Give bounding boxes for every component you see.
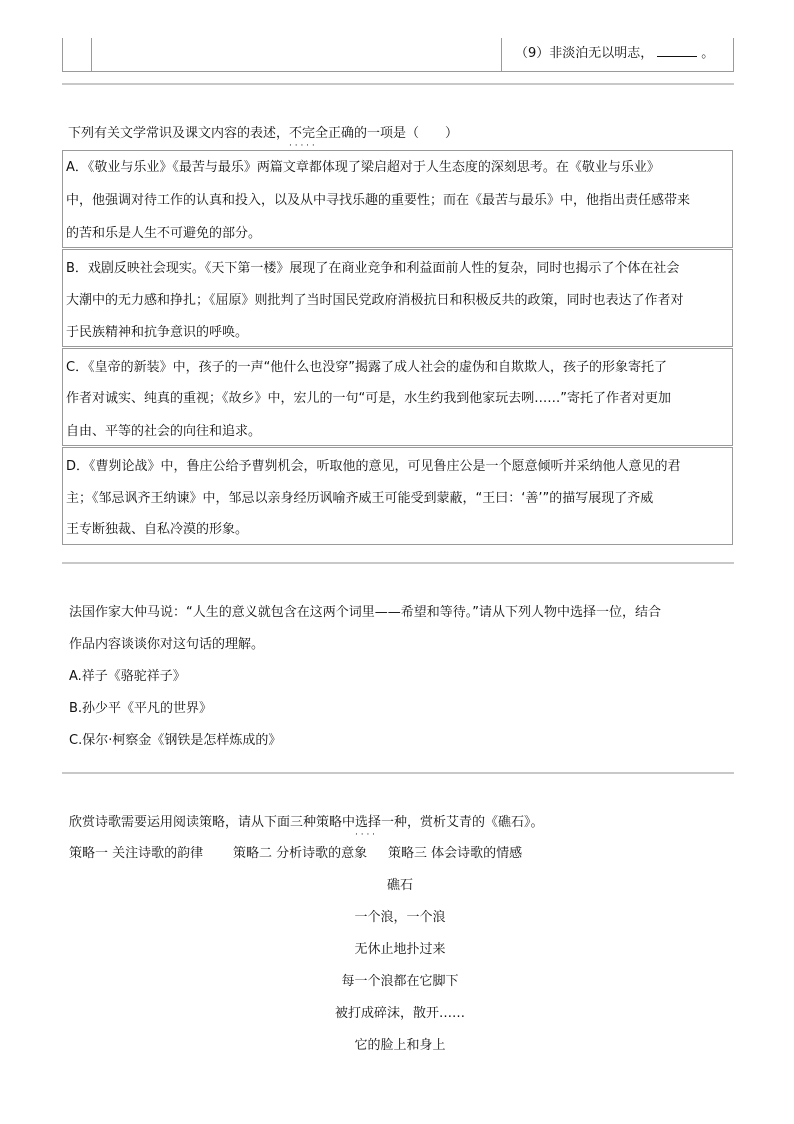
- poem-line-3: 每一个浪都在它脚下: [341, 974, 459, 989]
- q1-stem-b: 的一项是（ ）: [354, 126, 459, 141]
- q1-stem: [68, 126, 458, 142]
- q1-stem-emphasis: 不完全正确 · · ·: [289, 126, 354, 141]
- poem-title: 礁石: [386, 878, 413, 893]
- q1-option-c-box: [62, 348, 733, 446]
- q2-choice-a: A.祥子《骆驼祥子》: [69, 669, 186, 684]
- poem-line-5: 它的脸上和身上: [354, 1038, 446, 1053]
- q3-strategy-1: 策略一 关注诗歌的韵律: [69, 846, 204, 861]
- item9-suffix: 。: [701, 46, 715, 61]
- q1-option-d-box: [62, 447, 733, 545]
- table-divider-1: [91, 38, 92, 71]
- q1-option-a-box: [62, 150, 733, 248]
- q1-option-d-line-2: 主；《邹忌讽齐王纳谏》中，邹忌以亲身经历讽喻齐威王可能受到蒙蔽，“王曰：‘善’”的描写展现了齐威: [66, 491, 654, 506]
- q1-option-d-line-3: 王专断独裁、自私冷漠的形象。: [66, 522, 249, 537]
- q3-stem-a: 欣赏诗歌需要运用阅读策略，请从下面三种策略中: [69, 815, 356, 830]
- q1-option-c-line-2: 作者对诚实、纯真的重视；《故乡》中，宏儿的一句“可是，水生约我到他家玩去咧……”寄托了作者对更加: [66, 391, 671, 406]
- top-table: [62, 38, 734, 72]
- section-divider-1: [62, 83, 734, 85]
- q1-option-b-line-3: 于民族精神和抗争意识的呼唤。: [66, 325, 249, 340]
- q1-stem-a: 下列有关文学常识及课文内容的表述，: [68, 126, 290, 141]
- q1-option-a-line-2: 中，他强调对待工作的认真和投入，以及从中寻找乐趣的重要性；而在《最苦与最乐》中，他指出责任感带来: [66, 193, 691, 208]
- answer-blank: [657, 46, 697, 57]
- poem-line-4: 被打成碎沫，散开……: [334, 1006, 465, 1021]
- q3-stem: [69, 815, 544, 831]
- item9-prefix: （9）非淡泊无以明志，: [515, 46, 654, 61]
- q2-choice-c: C.保尔·柯察金《钢铁是怎样炼成的》: [69, 733, 282, 748]
- q1-option-a-line-3: 的苦和乐是人生不可避免的部分。: [66, 226, 262, 241]
- q1-option-c-line-3: 自由、平等的社会的向往和追求。: [66, 424, 262, 439]
- table-divider-2: [501, 38, 502, 71]
- poem-line-2: 无休止地扑过来: [354, 942, 446, 957]
- table-item-9: [515, 46, 714, 62]
- q2-line-1: 法国作家大仲马说：“人生的意义就包含在这两个词里——希望和等待。”请从下列人物中选择一位，结合: [69, 605, 661, 620]
- q1-option-b-line-1: B．戏剧反映社会现实。《天下第一楼》展现了在商业竞争和利益面前人性的复杂，同时也揭示了个体在社会: [66, 261, 680, 276]
- q1-option-a-line-1: A．《敬业与乐业》《最苦与最乐》两篇文章都体现了梁启超对于人生态度的深刻思考。在《敬业与乐业》: [66, 160, 660, 175]
- q3-stem-emphasis: 选择一种 · · · ·: [355, 815, 407, 830]
- poem-line-1: 一个浪，一个浪: [354, 910, 446, 925]
- poem: [200, 876, 600, 1068]
- q2-choice-b: B.孙少平《平凡的世界》: [69, 701, 213, 716]
- q1-option-b-line-2: 大潮中的无力感和挣扎；《屈原》则批判了当时国民党政府消极抗日和积极反共的政策，同时也表达了作者对: [66, 293, 684, 308]
- q1-option-d-line-1: D．《曹刿论战》中，鲁庄公给予曹刿机会，听取他的意见，可见鲁庄公是一个愿意倾听并采纳他人意见的君: [66, 459, 681, 474]
- q3-strategy-2: 策略二 分析诗歌的意象: [233, 846, 368, 861]
- q1-option-c-line-1: C．《皇帝的新装》中，孩子的一声“他什么也没穿”揭露了成人社会的虚伪和自欺欺人，孩子的形象寄托了: [66, 360, 668, 375]
- section-divider-3: [62, 772, 734, 774]
- q1-option-b-box: [62, 249, 733, 347]
- q3-strategy-3: 策略三 体会诗歌的情感: [388, 846, 523, 861]
- q2-line-2: 作品内容谈谈你对这句话的理解。: [69, 637, 265, 652]
- q3-stem-b: ，赏析艾青的《礁石》。: [407, 815, 544, 830]
- section-divider-2: [62, 562, 734, 564]
